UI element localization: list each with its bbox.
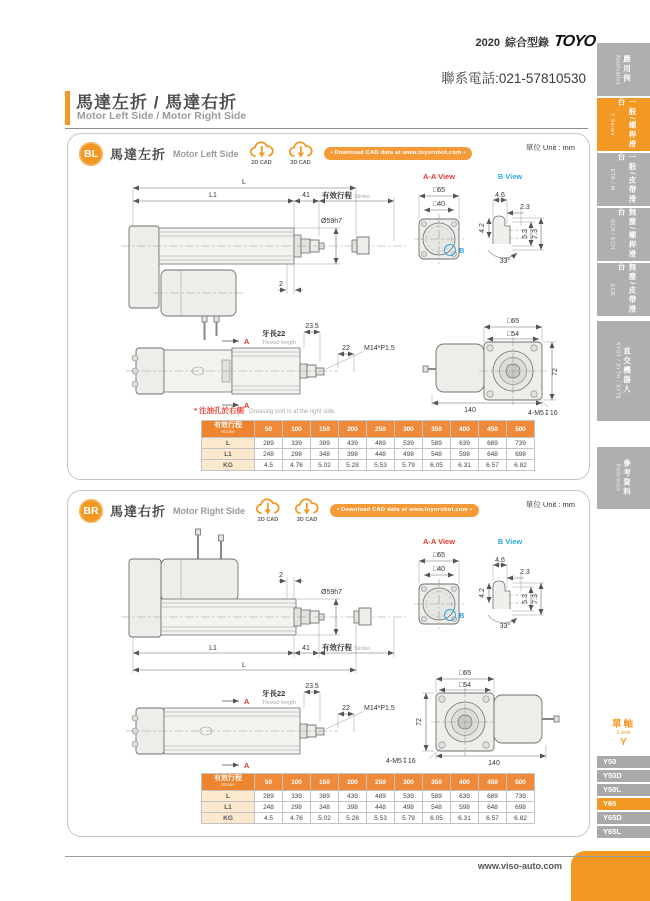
- dim-2-3: 2.3: [520, 569, 530, 576]
- table-cell: 6.31: [451, 460, 479, 471]
- table-cell: 698: [507, 802, 535, 813]
- dim-sq40: □40: [432, 566, 446, 573]
- tab-label-en: Application: [614, 54, 621, 85]
- table-cell: 248: [255, 802, 283, 813]
- dim-sq54-end: □54: [506, 331, 520, 338]
- dim-33deg: 33°: [499, 623, 511, 630]
- stroke-table: [201, 773, 535, 824]
- stroke-column-header: 300: [395, 421, 423, 438]
- b-marker: B: [459, 246, 465, 255]
- sidebar-tab-application[interactable]: [597, 43, 650, 96]
- table-cell: 589: [423, 791, 451, 802]
- tab-label-zh: 直交機器人: [622, 347, 632, 395]
- badge-br: BR: [79, 499, 103, 523]
- tab-label-en: XYGT / XYTH / XYTB: [614, 342, 621, 400]
- download-3d-cad-button[interactable]: [291, 498, 323, 523]
- dim-41: 41: [302, 192, 310, 199]
- stroke-column-header: 500: [507, 774, 535, 791]
- row-label: KG: [202, 460, 255, 471]
- website-url: www.viso-auto.com: [477, 861, 562, 871]
- tab-label-en: ECB: [609, 283, 615, 296]
- dim-140: 140: [464, 407, 476, 414]
- tab-label-zh: 無塵/皮帶滑台: [617, 263, 637, 315]
- section-motor-right: [67, 490, 590, 837]
- table-cell: 539: [395, 438, 423, 449]
- dim-m14: M14*P1.5: [364, 705, 395, 712]
- table-cell: 298: [283, 449, 311, 460]
- table-cell: 389: [311, 791, 339, 802]
- table-row: [202, 813, 535, 824]
- dim-4-6: 4.6: [495, 557, 505, 564]
- table-cell: 5.02: [311, 813, 339, 824]
- section-mark-a-top: A: [244, 697, 250, 706]
- table-cell: 348: [311, 802, 339, 813]
- axis-en: 1 axis: [616, 730, 631, 736]
- table-cell: 4.76: [283, 813, 311, 824]
- table-cell: 648: [479, 802, 507, 813]
- table-cell: 548: [423, 449, 451, 460]
- greasing-note-zh: * 注油孔於右側: [194, 406, 245, 415]
- table-cell: 639: [451, 438, 479, 449]
- dim-sq54-end: □54: [458, 682, 472, 689]
- dim-L1: L1: [209, 645, 217, 652]
- table-cell: 289: [255, 438, 283, 449]
- dim-sq65-end: □65: [458, 670, 472, 677]
- table-cell: 698: [507, 449, 535, 460]
- sidebar-tab-ecb[interactable]: [597, 263, 650, 316]
- stroke-table-header: 有效行程 Stroke: [202, 421, 255, 438]
- stroke-column-header: 200: [339, 421, 367, 438]
- table-cell: 248: [255, 449, 283, 460]
- dim-tap: 4-M5↧16: [386, 758, 416, 765]
- dim-tap: 4-M5↧16: [528, 410, 558, 417]
- tab-label-zh: 一般/螺桿滑台: [617, 98, 637, 150]
- dim-23-5: 23.5: [305, 683, 319, 690]
- stroke-column-header: 50: [255, 774, 283, 791]
- cad-2d-label: 2D CAD: [257, 517, 279, 523]
- model-tab-y50[interactable]: Y50: [597, 756, 650, 768]
- table-cell: 5.79: [395, 813, 423, 824]
- stroke-column-header: 300: [395, 774, 423, 791]
- sidebar-tab-etb-m[interactable]: [597, 153, 650, 206]
- tab-label-en: Y Series: [609, 113, 615, 136]
- model-tab-y65[interactable]: Y65: [597, 798, 650, 810]
- unit-label: 單位 Unit : mm: [525, 500, 575, 509]
- unit-label: 單位 Unit : mm: [525, 143, 575, 152]
- cloud-download-icon: [248, 141, 276, 161]
- section-title-bl-en: Motor Left Side: [173, 148, 239, 159]
- row-label: L: [202, 438, 255, 449]
- table-cell: 339: [283, 438, 311, 449]
- section-header-bl: [79, 141, 472, 166]
- dim-72: 72: [552, 368, 559, 376]
- section-title-bl: 馬達左折: [110, 147, 167, 162]
- cloud-download-icon: [254, 498, 282, 518]
- dim-33deg: 33°: [499, 258, 511, 265]
- cad-3d-label: 3D CAD: [296, 517, 318, 523]
- table-cell: 6.57: [479, 460, 507, 471]
- stroke-column-header: 350: [423, 421, 451, 438]
- table-cell: 298: [283, 802, 311, 813]
- dim-sq65: □65: [432, 552, 446, 559]
- tab-label-en: GCH / ECH: [609, 219, 615, 250]
- model-tab-y50d[interactable]: Y50D: [597, 770, 650, 782]
- dim-thread-en: Thread length: [262, 700, 296, 706]
- section-title-br: 馬達右折: [110, 504, 167, 519]
- download-2d-cad-button[interactable]: [252, 498, 284, 523]
- dim-stroke-zh: 有效行程: [322, 643, 352, 652]
- table-cell: 389: [311, 438, 339, 449]
- table-cell: 489: [367, 791, 395, 802]
- row-label: KG: [202, 813, 255, 824]
- stroke-column-header: 400: [451, 774, 479, 791]
- table-cell: 289: [255, 791, 283, 802]
- section-motor-left: [67, 133, 590, 480]
- table-cell: 398: [339, 802, 367, 813]
- axis-group-label: [597, 716, 650, 748]
- row-label: L1: [202, 802, 255, 813]
- cad-3d-label: 3D CAD: [290, 160, 311, 166]
- stroke-table-host-bl: [201, 420, 535, 471]
- stroke-column-header: 350: [423, 774, 451, 791]
- dim-thread-zh: 牙長22: [262, 329, 286, 338]
- section-mark-a-bottom: A: [244, 761, 250, 770]
- stroke-column-header: 150: [311, 421, 339, 438]
- table-cell: 439: [339, 791, 367, 802]
- tab-label-zh: 參考資料: [622, 459, 632, 497]
- page-title-en: Motor Left Side / Motor Right Side: [77, 110, 247, 122]
- dim-72: 72: [416, 718, 423, 726]
- b-marker: B: [459, 611, 465, 620]
- dim-sq65-end: □65: [506, 318, 520, 325]
- aa-view-label: A-A View: [422, 537, 456, 546]
- badge-bl: BL: [79, 142, 103, 166]
- model-tab-y65l[interactable]: Y65L: [597, 826, 650, 838]
- stroke-column-header: 250: [367, 774, 395, 791]
- table-cell: 5.02: [311, 460, 339, 471]
- dim-rod-dia: Ø59h7: [321, 218, 343, 225]
- table-cell: 589: [423, 438, 451, 449]
- table-cell: 5.28: [339, 460, 367, 471]
- dim-41: 41: [302, 645, 310, 652]
- tab-label-en: Reference: [614, 464, 621, 492]
- tab-label-zh: 無塵/螺桿滑台: [617, 208, 637, 260]
- stroke-table-header: 有效行程 Stroke: [202, 774, 255, 791]
- table-cell: 739: [507, 438, 535, 449]
- dim-2: 2: [279, 281, 283, 288]
- dim-22: 22: [342, 705, 350, 712]
- table-cell: 5.53: [367, 813, 395, 824]
- sidebar-tab-xygt-xyth-xytb[interactable]: [597, 321, 650, 421]
- dim-2-3: 2.3: [520, 204, 530, 211]
- technical-drawing-motor-left: [76, 166, 586, 421]
- dim-23-5: 23.5: [305, 323, 319, 330]
- greasing-note-en: Greasing port is at the right side.: [249, 409, 336, 415]
- dim-4-6: 4.6: [495, 192, 505, 199]
- greasing-note: [194, 405, 336, 416]
- axis-code: Y: [620, 737, 627, 748]
- table-cell: 648: [479, 449, 507, 460]
- table-cell: 448: [367, 449, 395, 460]
- table-cell: 539: [395, 791, 423, 802]
- table-cell: 6.05: [423, 460, 451, 471]
- table-cell: 489: [367, 438, 395, 449]
- dim-5-3: 5.3: [522, 594, 529, 604]
- section-mark-a-top: A: [244, 337, 250, 346]
- section-title-br-en: Motor Right Side: [173, 505, 246, 516]
- dim-L1: L1: [209, 192, 217, 199]
- table-cell: 448: [367, 802, 395, 813]
- dim-rod-dia: Ø59h7: [321, 589, 343, 596]
- stroke-column-header: 150: [311, 774, 339, 791]
- table-cell: 498: [395, 449, 423, 460]
- cad-2d-label: 2D CAD: [251, 160, 272, 166]
- stroke-column-header: 450: [479, 421, 507, 438]
- table-cell: 6.82: [507, 813, 535, 824]
- stroke-column-header: 50: [255, 421, 283, 438]
- stroke-table: [201, 420, 535, 471]
- stroke-table-host-br: [201, 773, 535, 824]
- table-row: [202, 791, 535, 802]
- row-label: L1: [202, 449, 255, 460]
- axis-zh: 單軸: [611, 719, 635, 730]
- catalog-header: [475, 33, 595, 51]
- table-cell: 6.82: [507, 460, 535, 471]
- table-cell: 4.76: [283, 460, 311, 471]
- stroke-column-header: 100: [283, 421, 311, 438]
- model-tab-y65d[interactable]: Y65D: [597, 812, 650, 824]
- table-cell: 5.53: [367, 460, 395, 471]
- table-cell: 5.28: [339, 813, 367, 824]
- stroke-column-header: 450: [479, 774, 507, 791]
- stroke-column-header: 200: [339, 774, 367, 791]
- page-title: 馬達左折 / 馬達右折: [76, 93, 238, 112]
- download-cad-link[interactable]: • Download CAD data at www.toyorobot.com •: [324, 147, 473, 160]
- table-cell: 639: [451, 791, 479, 802]
- table-cell: 739: [507, 791, 535, 802]
- dim-thread-zh: 牙長22: [262, 689, 286, 698]
- dim-L: L: [242, 662, 246, 669]
- dim-4-2: 4.2: [479, 588, 486, 598]
- catalog-name: 綜合型錄: [504, 37, 549, 49]
- row-label: L: [202, 791, 255, 802]
- cloud-download-icon: [287, 141, 315, 161]
- download-2d-cad-button[interactable]: [246, 141, 278, 166]
- b-view-label: B View: [497, 537, 523, 546]
- stroke-column-header: 250: [367, 421, 395, 438]
- dim-4-2: 4.2: [479, 223, 486, 233]
- stroke-column-header: 400: [451, 421, 479, 438]
- section-header-br: [79, 498, 479, 523]
- table-cell: 498: [395, 802, 423, 813]
- tab-label-zh: 一般/皮帶滑台: [617, 153, 637, 205]
- table-cell: 6.31: [451, 813, 479, 824]
- table-row: [202, 460, 535, 471]
- model-tab-y50l[interactable]: Y50L: [597, 784, 650, 796]
- dim-2: 2: [279, 572, 283, 579]
- table-cell: 689: [479, 438, 507, 449]
- dim-sq65: □65: [432, 187, 446, 194]
- dim-7-3: 7.3: [532, 229, 539, 239]
- stroke-column-header: 100: [283, 774, 311, 791]
- dim-stroke-zh: 有效行程: [322, 191, 352, 200]
- table-cell: 439: [339, 438, 367, 449]
- table-cell: 548: [423, 802, 451, 813]
- dim-m14: M14*P1.5: [364, 345, 395, 352]
- table-cell: 6.05: [423, 813, 451, 824]
- section-mark-a-bottom: A: [244, 401, 250, 410]
- dim-sq40: □40: [432, 201, 446, 208]
- dim-140: 140: [488, 760, 500, 767]
- table-row: [202, 802, 535, 813]
- b-view-label: B View: [497, 172, 523, 181]
- table-cell: 398: [339, 449, 367, 460]
- dim-7-3: 7.3: [532, 594, 539, 604]
- brand-logo: TOYO: [553, 33, 596, 50]
- table-cell: 598: [451, 802, 479, 813]
- table-row: [202, 438, 535, 449]
- dim-thread-en: Thread length: [262, 340, 296, 346]
- catalog-year: 2020: [475, 37, 500, 49]
- tab-label-zh: 應用例: [622, 55, 632, 84]
- dim-L: L: [242, 179, 246, 186]
- table-cell: 4.5: [255, 460, 283, 471]
- cloud-download-icon: [293, 498, 321, 518]
- download-cad-link[interactable]: • Download CAD data at www.toyorobot.com •: [330, 504, 479, 517]
- dim-stroke-en: Stroke: [354, 646, 370, 652]
- sidebar-tab-reference[interactable]: [597, 447, 650, 509]
- title-accent-bar: [65, 91, 70, 125]
- table-cell: 5.79: [395, 460, 423, 471]
- table-cell: 348: [311, 449, 339, 460]
- sidebar-tab-gch-ech[interactable]: [597, 208, 650, 261]
- contact-phone: 聯系電話:021-57810530: [441, 71, 586, 86]
- table-cell: 4.5: [255, 813, 283, 824]
- title-divider: [65, 128, 588, 129]
- dim-5-3: 5.3: [522, 229, 529, 239]
- sidebar-tab-y-series[interactable]: [597, 98, 650, 151]
- table-cell: 339: [283, 791, 311, 802]
- corner-accent-block: [571, 851, 650, 901]
- footer-divider: [65, 856, 650, 857]
- dim-22: 22: [342, 345, 350, 352]
- dim-stroke-en: Stroke: [354, 194, 370, 200]
- aa-view-label: A-A View: [422, 172, 456, 181]
- download-3d-cad-button[interactable]: [285, 141, 317, 166]
- table-cell: 6.57: [479, 813, 507, 824]
- table-cell: 598: [451, 449, 479, 460]
- technical-drawing-motor-right: [76, 523, 586, 773]
- stroke-column-header: 500: [507, 421, 535, 438]
- table-row: [202, 449, 535, 460]
- table-cell: 689: [479, 791, 507, 802]
- tab-label-en: ETB / M: [609, 168, 615, 191]
